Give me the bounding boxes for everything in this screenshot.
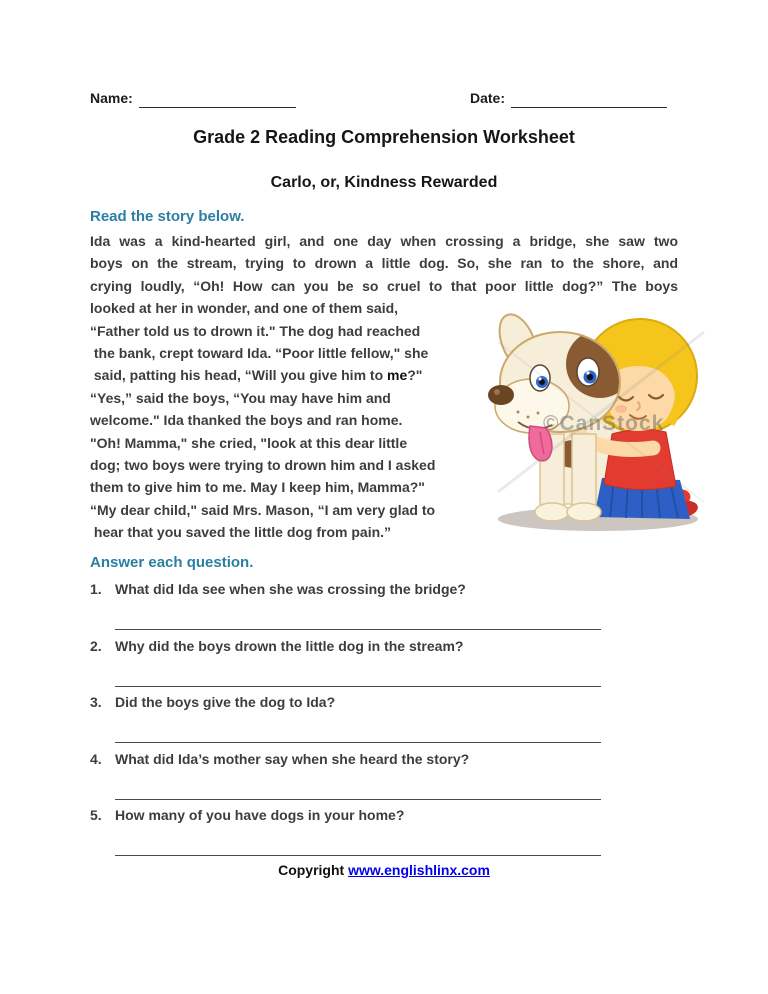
dog-pupil-right <box>587 374 593 380</box>
question-number: 1. <box>90 581 102 597</box>
question-text: What did Ida’s mother say when she heard the story? <box>115 751 470 767</box>
name-field-group <box>90 90 296 108</box>
story-line: "Oh! Mamma," she cried, "look at this dear little <box>90 434 408 451</box>
name-blank-line <box>139 92 296 108</box>
dog-freckle <box>517 411 520 414</box>
question-number: 2. <box>90 638 102 654</box>
copyright-label: Copyright <box>278 862 349 878</box>
story-line: Ida was a kind-hearted girl, and one day when crossing a bridge, she saw two <box>90 233 678 249</box>
story-line: crying loudly, “Oh! How can you be so cruel to that poor little dog?” The boys <box>90 277 678 294</box>
question-item <box>90 751 650 767</box>
question-text: How many of you have dogs in your home? <box>115 807 405 823</box>
story-line: boys on the stream, trying to drown a little dog. So, she ran to the shore, and <box>90 255 678 272</box>
story-line: dog; two boys were trying to drown him and I asked <box>90 457 436 474</box>
story-line: them to give him to me. May I keep him, Mamma?" <box>90 479 425 496</box>
story-line: welcome." Ida thanked the boys and ran home. <box>90 412 403 429</box>
dog-nose-highlight <box>494 389 500 395</box>
watermark-text: ©CanStock <box>543 412 665 435</box>
story-line-pre: said, patting his head, “Will you give him to <box>90 367 388 384</box>
question-item <box>90 694 650 710</box>
story-title: Carlo, or, Kindness Rewarded <box>270 174 498 191</box>
answer-blank-line <box>115 629 601 630</box>
answer-questions-heading: Answer each question. <box>90 554 254 571</box>
date-field-group <box>470 90 667 108</box>
answer-blank-line <box>115 686 601 687</box>
story-line: “My dear child," said Mrs. Mason, “I am very glad to <box>90 501 436 518</box>
read-story-heading: Read the story below. <box>90 208 245 225</box>
answer-blank-line <box>115 799 601 800</box>
page-title: Grade 2 Reading Comprehension Worksheet <box>193 127 575 147</box>
story-line: looked at her in wonder, and one of them said, <box>90 300 399 317</box>
dog-paw <box>567 503 601 521</box>
question-item <box>90 638 650 654</box>
englishlinx-link[interactable]: www.englishlinx.com <box>348 862 490 878</box>
date-blank-line <box>511 92 667 108</box>
girl-shirt <box>604 429 676 489</box>
question-number: 4. <box>90 751 102 767</box>
dog-freckle <box>537 412 540 415</box>
answer-blank-line <box>115 855 601 856</box>
question-number: 5. <box>90 807 102 823</box>
story-line: “Yes,” said the boys, “You may have him and <box>90 389 391 406</box>
dog-freckle <box>527 416 530 419</box>
girl-hugging-dog-illustration <box>488 302 714 537</box>
question-text: Did the boys give the dog to Ida? <box>115 694 336 710</box>
footer <box>0 862 768 878</box>
dog-nose <box>488 385 514 405</box>
question-text: What did Ida see when she was crossing the bridge? <box>115 581 466 597</box>
story-line: the bank, crept toward Ida. “Poor little fellow," she <box>90 345 429 362</box>
question-item <box>90 581 650 597</box>
date-label: Date: <box>470 90 506 106</box>
emphasized-word: me <box>387 367 408 384</box>
dog-paw <box>535 503 569 521</box>
question-number: 3. <box>90 694 102 710</box>
question-item <box>90 807 650 823</box>
name-label: Name: <box>90 90 133 106</box>
question-text: Why did the boys drown the little dog in the stream? <box>115 638 464 654</box>
story-line-post: ?" <box>407 367 423 384</box>
dog-eye-highlight <box>539 378 542 381</box>
dog-eye-highlight <box>586 371 589 374</box>
answer-blank-line <box>115 742 601 743</box>
story-line: “Father told us to drown it." The dog had reached <box>90 322 421 339</box>
story-line: hear that you saved the little dog from pain.” <box>90 524 392 541</box>
